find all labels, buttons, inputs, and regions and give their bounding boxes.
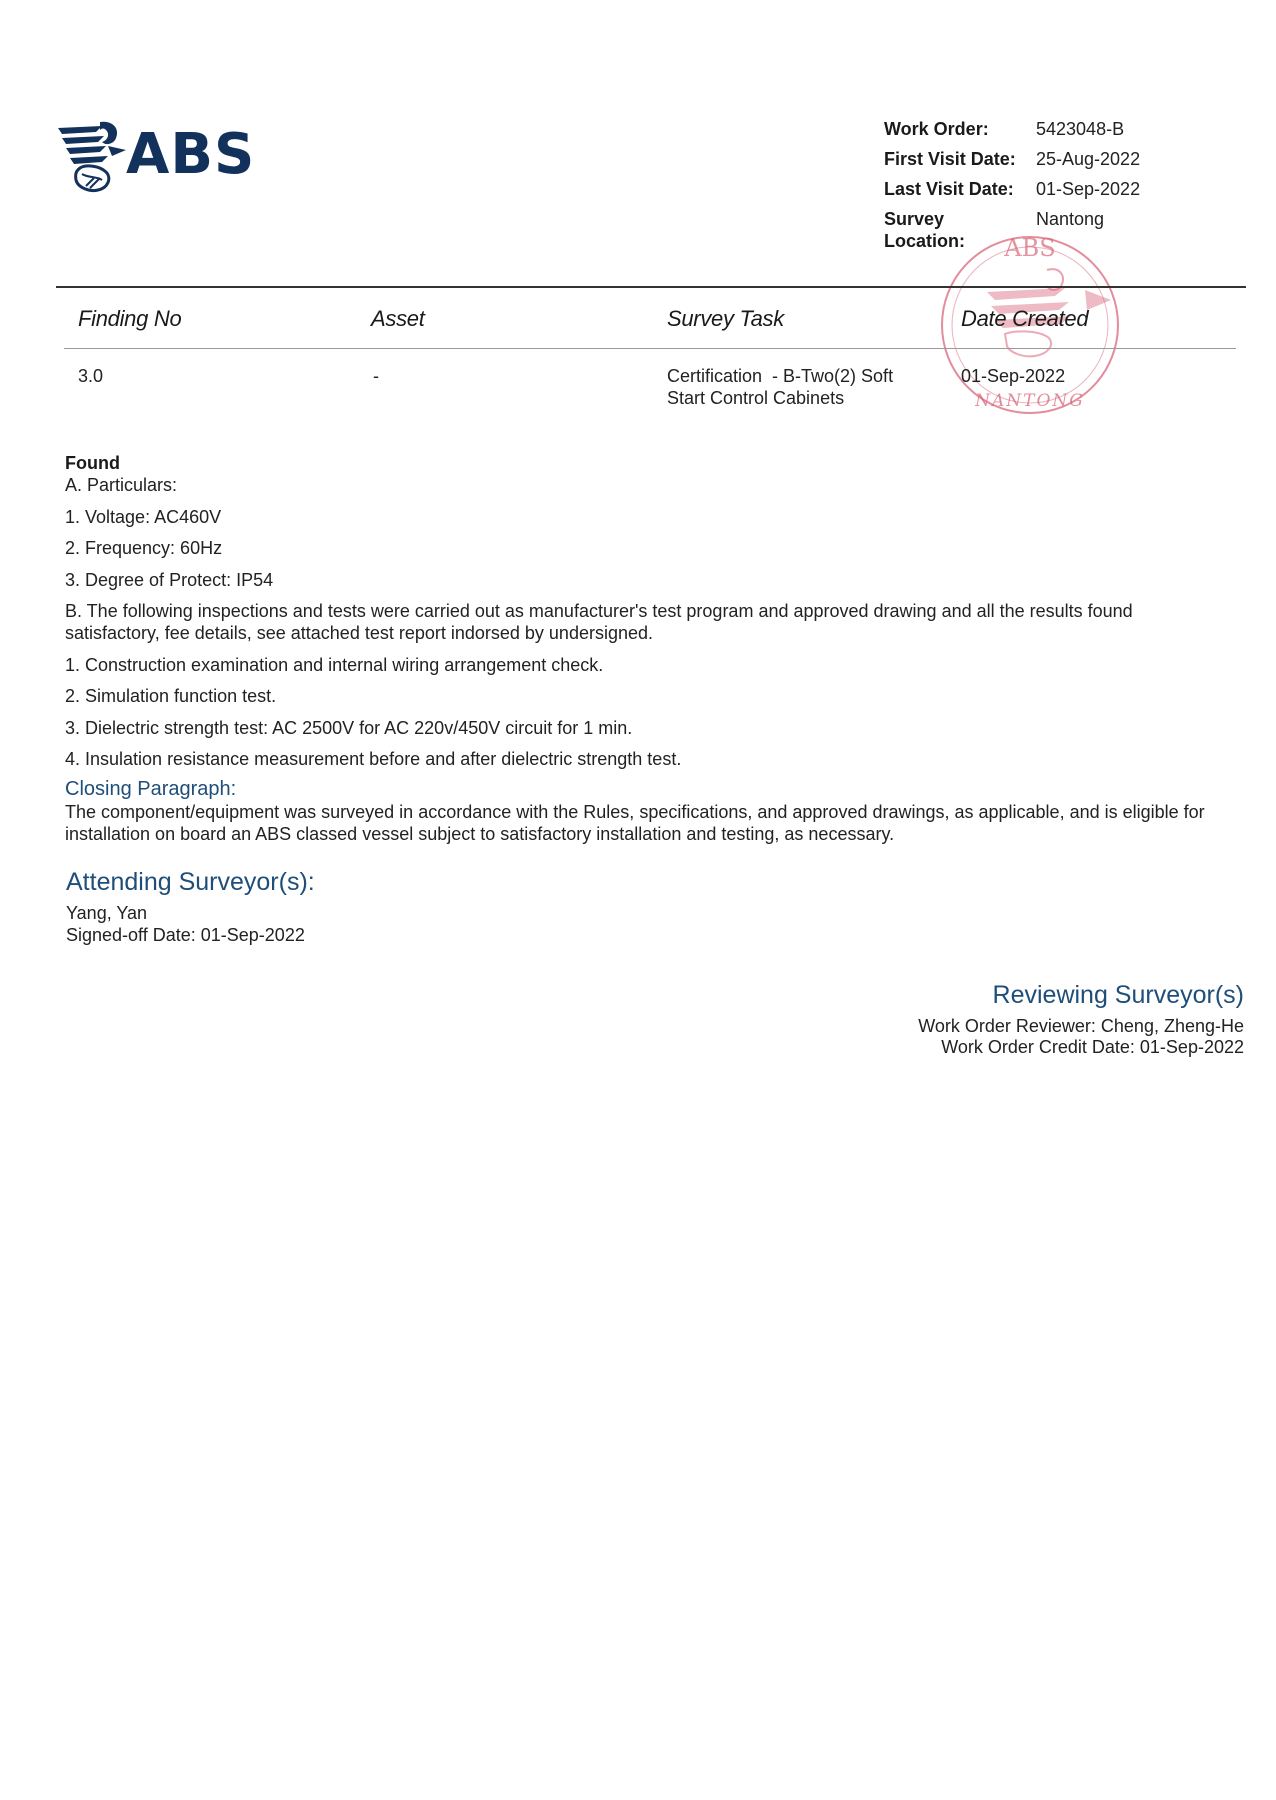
- found-line: 2. Frequency: 60Hz: [65, 538, 223, 558]
- col-header-date-created: Date Created: [961, 306, 1089, 331]
- work-order-reviewer: Work Order Reviewer: Cheng, Zheng-He: [918, 1016, 1244, 1036]
- logo-text: ABS: [126, 122, 256, 187]
- survey-location-label-line1: Survey: [884, 209, 945, 229]
- stamp-bottom-text: NANTONG: [975, 391, 1085, 411]
- table-top-rule: [56, 286, 1246, 288]
- found-line: 2. Simulation function test.: [65, 686, 277, 706]
- cell-survey-task: [667, 365, 893, 409]
- survey-location-label-line2: Location:: [884, 231, 965, 251]
- closing-paragraph-heading: Closing Paragraph:: [65, 777, 237, 800]
- attending-surveyor-name: Yang, Yan: [66, 903, 148, 923]
- reviewing-surveyor-heading: Reviewing Surveyor(s): [992, 981, 1244, 1009]
- found-line: A. Particulars:: [65, 475, 178, 495]
- work-order-label: Work Order:: [884, 119, 989, 139]
- col-header-finding-no: Finding No: [78, 306, 182, 331]
- first-visit-value: 25-Aug-2022: [1036, 149, 1141, 169]
- last-visit-value: 01-Sep-2022: [1036, 179, 1141, 199]
- last-visit-label: Last Visit Date:: [884, 179, 1014, 199]
- col-header-asset: Asset: [371, 306, 425, 331]
- eagle-emblem-icon: [56, 116, 128, 202]
- work-order-value: 5423048-B: [1036, 119, 1125, 139]
- cell-finding-no: 3.0: [78, 366, 104, 386]
- cell-survey-task-line2: Start Control Cabinets: [667, 388, 845, 408]
- found-line: 3. Dielectric strength test: AC 2500V for AC 220v/450V circuit for 1 min.: [65, 717, 633, 738]
- found-heading: Found: [65, 453, 120, 473]
- cell-asset: -: [373, 366, 379, 386]
- found-line: 1. Construction examination and internal wiring arrangement check.: [65, 654, 604, 675]
- abs-logo: [56, 116, 276, 202]
- cell-date-created: 01-Sep-2022: [961, 366, 1066, 386]
- attending-surveyor-heading: Attending Surveyor(s):: [66, 868, 315, 896]
- found-line: 4. Insulation resistance measurement before and after dielectric strength test.: [65, 749, 682, 769]
- work-order-credit-date: Work Order Credit Date: 01-Sep-2022: [941, 1037, 1244, 1057]
- found-line: 1. Voltage: AC460V: [65, 506, 222, 527]
- cell-survey-task-line1: Certification - B-Two(2) Soft: [667, 366, 894, 386]
- signed-off-date: Signed-off Date: 01-Sep-2022: [66, 925, 305, 945]
- found-line: 3. Degree of Protect: IP54: [65, 569, 274, 590]
- closing-paragraph-text: The component/equipment was surveyed in accordance with the Rules, specifications, and approved drawings, as applicable, and is eligible for installation on board an ABS classed vessel subject to satisfactory installation and testing, as necessary.: [65, 801, 1205, 844]
- stamp-top-text: ABS: [1004, 234, 1056, 262]
- survey-location-value: Nantong: [1036, 209, 1105, 229]
- table-header-rule: [64, 348, 1236, 349]
- findings-body: [65, 452, 1225, 845]
- first-visit-label: First Visit Date:: [884, 149, 1016, 169]
- col-header-survey-task: Survey Task: [667, 306, 784, 331]
- found-line: B. The following inspections and tests were carried out as manufacturer's test program and approved drawing and all the results found satisfactory, fee details, see attached test report indorsed by undersigned.: [65, 601, 1133, 643]
